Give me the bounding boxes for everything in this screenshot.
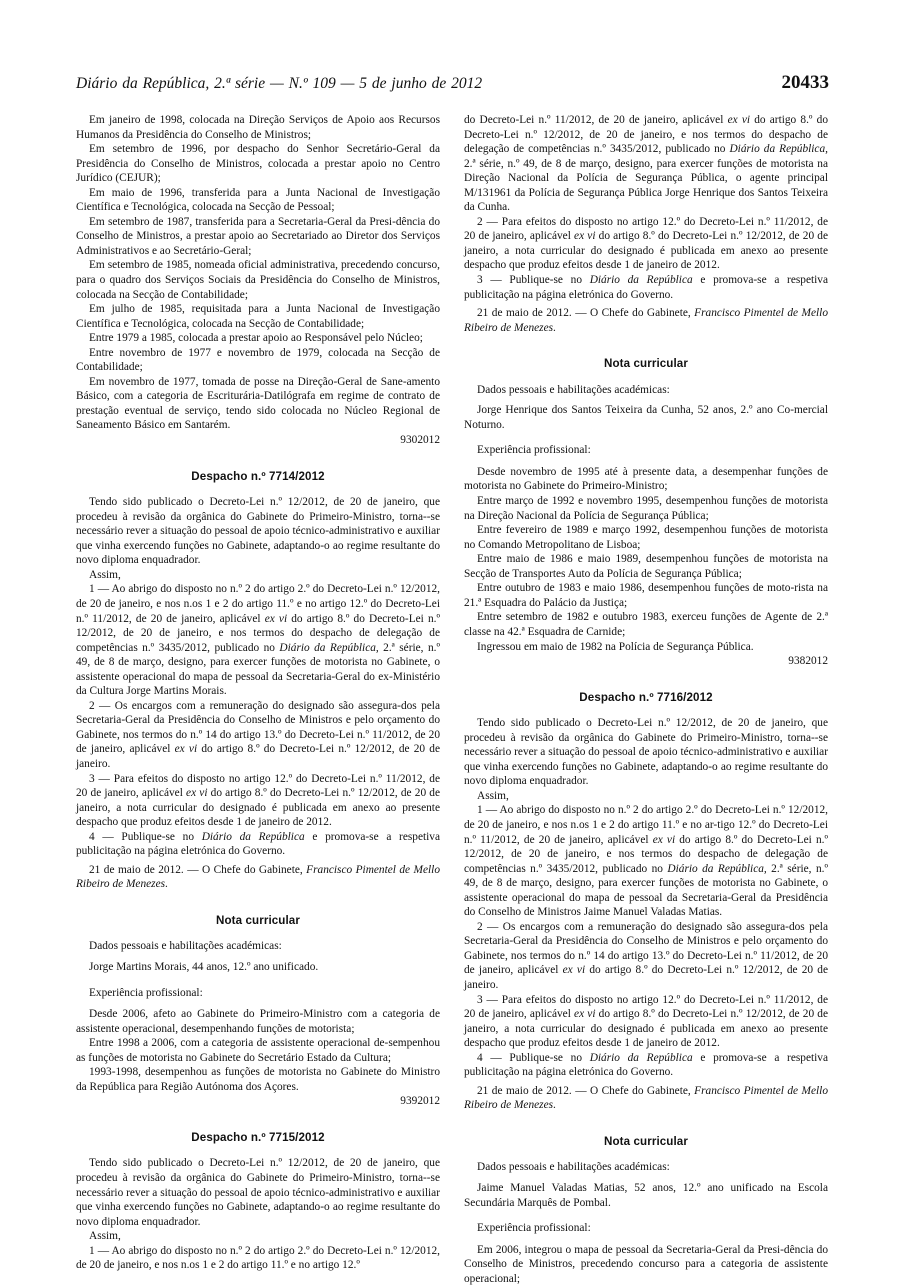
signature: 21 de maio de 2012. — O Chefe do Gabinete, Francisco Pimentel de Mello Ribeiro de Menezes. xyxy=(464,307,828,334)
section-label: Experiência profissional: xyxy=(477,1222,591,1235)
paragraph: Entre 1979 a 1985, colocada a prestar apoio ao Responsável pelo Núcleo; xyxy=(89,332,423,345)
paragraph: Assim, xyxy=(89,1230,121,1243)
section-label: Experiência profissional: xyxy=(477,444,591,457)
list-item: Entre outubro de 1983 e maio 1986, desempenhou funções de moto-rista na 21.ª Esquadra do Palácio da Justiça; xyxy=(464,582,828,609)
section-label: Dados pessoais e habilitações académicas: xyxy=(89,940,282,953)
person-info: Jorge Martins Morais, 44 anos, 12.º ano unificado. xyxy=(89,960,319,973)
list-item: 1993-1998, desempenhou as funções de motorista no Gabinete do Ministro da República para Região Autónoma dos Açores. xyxy=(76,1066,440,1093)
page-number: 20433 xyxy=(781,72,829,93)
list-item: Desde novembro de 1995 até à presente data, a desempenhar funções de motorista no Gabinete do Primeiro-Ministro; xyxy=(464,465,828,493)
paragraph: Em janeiro de 1998, colocada na Direção Serviços de Apoio aos Recursos Humanos da Presidência do Conselho de Ministros; xyxy=(76,114,440,141)
paragraph: Tendo sido publicado o Decreto-Lei n.º 12/2012, de 20 de janeiro, que procedeu à revisão da orgânica do Gabinete do Primeiro-Ministro, torna--se necessário rever a situação do pessoal de apoio técnico-administrativo e auxiliar que vinha exercendo funções no Gabinete, adaptando-o ao regime resultante do novo diploma enquadrador. xyxy=(464,717,828,788)
list-item: Entre fevereiro de 1989 e março 1992, desempenhou funções de motorista no Comando Metropolitano de Lisboa; xyxy=(464,524,828,551)
reference-code: 9382012 xyxy=(788,655,828,668)
list-item: Desde 2006, afeto ao Gabinete do Primeiro-Ministro com a categoria de assistente operacional, desempenhando funções de motorista; xyxy=(76,1008,440,1035)
list-item: Ingressou em maio de 1982 na Polícia de Segurança Pública. xyxy=(477,640,754,653)
paragraph: Em setembro de 1985, nomeada oficial administrativa, precedendo concurso, para o quadro dos Serviços Sociais da Presidência do Conselho de Ministros, colocada na Secção de Contabilidade; xyxy=(76,259,440,301)
section-label: Dados pessoais e habilitações académicas: xyxy=(477,1161,670,1174)
paragraph: 4 — Publique-se no Diário da República e promova-se a respetiva publicitação na página eletrónica do Governo. xyxy=(76,830,440,858)
list-item: Entre setembro de 1982 e outubro 1983, exerceu funções de Agente de 2.ª classe na 42.ª Esquadra de Carnide; xyxy=(464,611,828,638)
despacho-title: Despacho n.º 7716/2012 xyxy=(579,690,713,704)
reference-code: 9302012 xyxy=(400,434,440,447)
nota-curricular-title: Nota curricular xyxy=(216,913,300,927)
paragraph: 1 — Ao abrigo do disposto no n.º 2 do artigo 2.º do Decreto-Lei n.º 12/2012, de 20 de janeiro, e nos n.os 1 e 2 do artigo 11.º e no artigo 12.º xyxy=(76,1244,440,1272)
paragraph: Em maio de 1996, transferida para a Junta Nacional de Investigação Científica e Tecnológica, colocada na Secção de Pessoal; xyxy=(76,186,440,214)
signature: 21 de maio de 2012. — O Chefe do Gabinete, Francisco Pimentel de Mello Ribeiro de Menezes. xyxy=(76,863,440,891)
despacho-title: Despacho n.º 7715/2012 xyxy=(191,1130,325,1144)
paragraph: Assim, xyxy=(89,568,121,581)
paragraph: Em novembro de 1977, tomada de posse na Direção-Geral de Sane-amento Básico, com a categoria de Escriturária-Datilógrafa em regime de contrato de prestação eventual de serviço, tendo sido colocada no Núcleo Regional de Saneamento Básico em Santarém. xyxy=(76,375,440,432)
journal-issue-line: Diário da República, 2.ª série — N.º 109 — 5 de junho de 2012 xyxy=(76,75,483,92)
paragraph: 3 — Para efeitos do disposto no artigo 12.º do Decreto-Lei n.º 11/2012, de 20 de janeiro, aplicável ex vi do artigo 8.º do Decreto-Lei n.º 12/2012, de 20 de janeiro, a nota curricular do designado é publicada em anexo ao presente despacho que produz efeitos desde 1 de janeiro de 2012. xyxy=(464,993,828,1050)
paragraph: Em setembro de 1987, transferida para a Secretaria-Geral da Presi-dência do Conselho de Ministros, a prestar apoio ao Secretariado ao Diretor dos Serviços Administrativos e ao Secretário-Geral; xyxy=(76,215,440,257)
paragraph: Em setembro de 1996, por despacho do Senhor Secretário-Geral da Presidência do Conselho de Ministros, colocada a prestar apoio no Centro Jurídico (CEJUR); xyxy=(76,143,440,185)
paragraph: Entre novembro de 1977 e novembro de 1979, colocada na Secção de Contabilidade; xyxy=(76,346,440,374)
signature: 21 de maio de 2012. — O Chefe do Gabinete, Francisco Pimentel de Mello Ribeiro de Menezes. xyxy=(464,1084,828,1112)
list-item: Em 2006, integrou o mapa de pessoal da Secretaria-Geral da Presi-dência do Conselho de Ministros, precedendo concurso para a categoria de assistente operacional; xyxy=(464,1243,828,1285)
section-label: Experiência profissional: xyxy=(89,986,203,999)
person-info: Jaime Manuel Valadas Matias, 52 anos, 12.º ano unificado na Escola Secundária Marquês de Pombal. xyxy=(464,1182,828,1209)
paragraph: 2 — Os encargos com a remuneração do designado são assegura-dos pela Secretaria-Geral da Presidência do Conselho de Ministros e pelo orçamento do Gabinete, nos termos do n.º 14 do artigo 13.º do Decreto-Lei n.º 11/2012, de 20 de janeiro, aplicável ex vi do artigo 8.º do Decreto-Lei n.º 12/2012, de 20 de janeiro. xyxy=(76,699,441,770)
nota-curricular-title: Nota curricular xyxy=(604,1134,688,1148)
list-item: Entre maio de 1986 e maio 1989, desempenhou funções de motorista na Secção de Transportes Auto da Polícia de Segurança Pública; xyxy=(464,553,828,580)
paragraph: Em julho de 1985, requisitada para a Junta Nacional de Investigação Científica e Tecnológica, colocada na Secção de Contabilidade; xyxy=(76,303,440,330)
paragraph: do Decreto-Lei n.º 11/2012, de 20 de janeiro, aplicável ex vi do artigo 8.º do Decreto-Lei n.º 12/2012, de 20 de janeiro, e nos termos do despacho de delegação de competências n.º 3435/2012, publicado no Diário da República, 2.ª série, n.º 49, de 8 de março, designo, para exercer funções de motorista na Direção Nacional da Polícia de Segurança Pública, o agente principal M/131961 da Polícia de Segurança Pública Jorge Henrique dos Santos Teixeira da Cunha. xyxy=(464,114,828,214)
despacho-title: Despacho n.º 7714/2012 xyxy=(191,469,325,483)
paragraph: Assim, xyxy=(477,789,509,802)
paragraph: 2 — Os encargos com a remuneração do designado são assegura-dos pela Secretaria-Geral da Presidência do Conselho de Ministros e pelo orçamento do Gabinete, nos termos do n.º 14 do artigo 13.º do Decreto-Lei n.º 11/2012, de 20 de janeiro, aplicável ex vi do artigo 8.º do Decreto-Lei n.º 12/2012, de 20 de janeiro. xyxy=(464,920,829,991)
list-item: Entre março de 1992 e novembro 1995, desempenhou funções de motorista na Direção Nacional da Polícia de Segurança Pública; xyxy=(464,495,828,522)
nota-curricular-title: Nota curricular xyxy=(604,357,688,371)
section-label: Dados pessoais e habilitações académicas: xyxy=(477,383,670,396)
right-column xyxy=(464,113,828,1286)
person-info: Jorge Henrique dos Santos Teixeira da Cunha, 52 anos, 2.º ano Co-mercial Noturno. xyxy=(464,404,828,431)
paragraph: Tendo sido publicado o Decreto-Lei n.º 12/2012, de 20 de janeiro, que procedeu à revisão da orgânica do Gabinete do Primeiro-Ministro, torna--se necessário rever a situação do pessoal de apoio técnico-administrativo e auxiliar que vinha exercendo funções no Gabinete, adaptando-o ao regime resultante do novo diploma enquadrador. xyxy=(76,1157,440,1228)
paragraph: 1 — Ao abrigo do disposto no n.º 2 do artigo 2.º do Decreto-Lei n.º 12/2012, de 20 de janeiro, e nos n.os 1 e 2 do artigo 11.º e no artigo 12.º do Decreto-Lei n.º 11/2012, de 20 de janeiro, aplicável ex vi do artigo 8.º do Decreto-Lei n.º 12/2012, de 20 de janeiro, e nos termos do despacho de delegação de competências n.º 3435/2012, publicado no Diário da República, 2.ª série, n.º 49, de 8 de março, designo, para exercer funções de motorista no Gabinete, o assistente operacional do mapa de pessoal da Secretaria-Geral do ex-Ministério da Cultura Jorge Martins Morais. xyxy=(76,583,440,698)
paragraph: 3 — Para efeitos do disposto no artigo 12.º do Decreto-Lei n.º 11/2012, de 20 de janeiro, aplicável ex vi do artigo 8.º do Decreto-Lei n.º 12/2012, de 20 de janeiro, a nota curricular do designado é publicada em anexo ao presente despacho que produz efeitos desde 1 de janeiro de 2012. xyxy=(76,772,440,829)
paragraph: 3 — Publique-se no Diário da República e promova-se a respetiva publicitação na página eletrónica do Governo. xyxy=(464,274,828,301)
paragraph: Tendo sido publicado o Decreto-Lei n.º 12/2012, de 20 de janeiro, que procedeu à revisão da orgânica do Gabinete do Primeiro-Ministro, torna--se necessário rever a situação do pessoal de apoio técnico-administrativo e auxiliar que vinha exercendo funções no Gabinete, adaptando-o ao regime resultante do novo diploma enquadrador. xyxy=(76,496,440,567)
page-header xyxy=(76,72,829,96)
list-item: Entre 1998 a 2006, com a categoria de assistente operacional de-sempenhou as funções de motorista no Gabinete do Secretário Estado da Cultura; xyxy=(76,1037,440,1064)
paragraph: 4 — Publique-se no Diário da República e promova-se a respetiva publicitação na página eletrónica do Governo. xyxy=(464,1051,828,1079)
reference-code: 9392012 xyxy=(400,1095,440,1108)
paragraph: 1 — Ao abrigo do disposto no n.º 2 do artigo 2.º do Decreto-Lei n.º 12/2012, de 20 de janeiro, e nos n.os 1 e 2 do artigo 11.º e no ar-tigo 12.º do Decreto-Lei n.º 11/2012, de 20 de janeiro, aplicável ex vi do artigo 8.º do Decreto-Lei n.º 12/2012, de 20 de janeiro, e nos termos do despacho de delegação de competências n.º 3435/2012, publicado no Diário da República, 2.ª série, n.º 49, de 8 de março, designo, para exercer funções de motorista no Gabinete, o assistente operacional do mapa de pessoal da Secretaria-Geral da Presidência do Conselho de Ministros Jaime Manuel Valadas Matias. xyxy=(464,804,828,919)
paragraph: 2 — Para efeitos do disposto no artigo 12.º do Decreto-Lei n.º 11/2012, de 20 de janeiro, aplicável ex vi do artigo 8.º do Decreto-Lei n.º 12/2012, de 20 de janeiro, a nota curricular do designado é publicada em anexo ao presente despacho que produz efeitos desde 1 de janeiro de 2012. xyxy=(464,215,828,272)
left-column xyxy=(76,113,440,1273)
